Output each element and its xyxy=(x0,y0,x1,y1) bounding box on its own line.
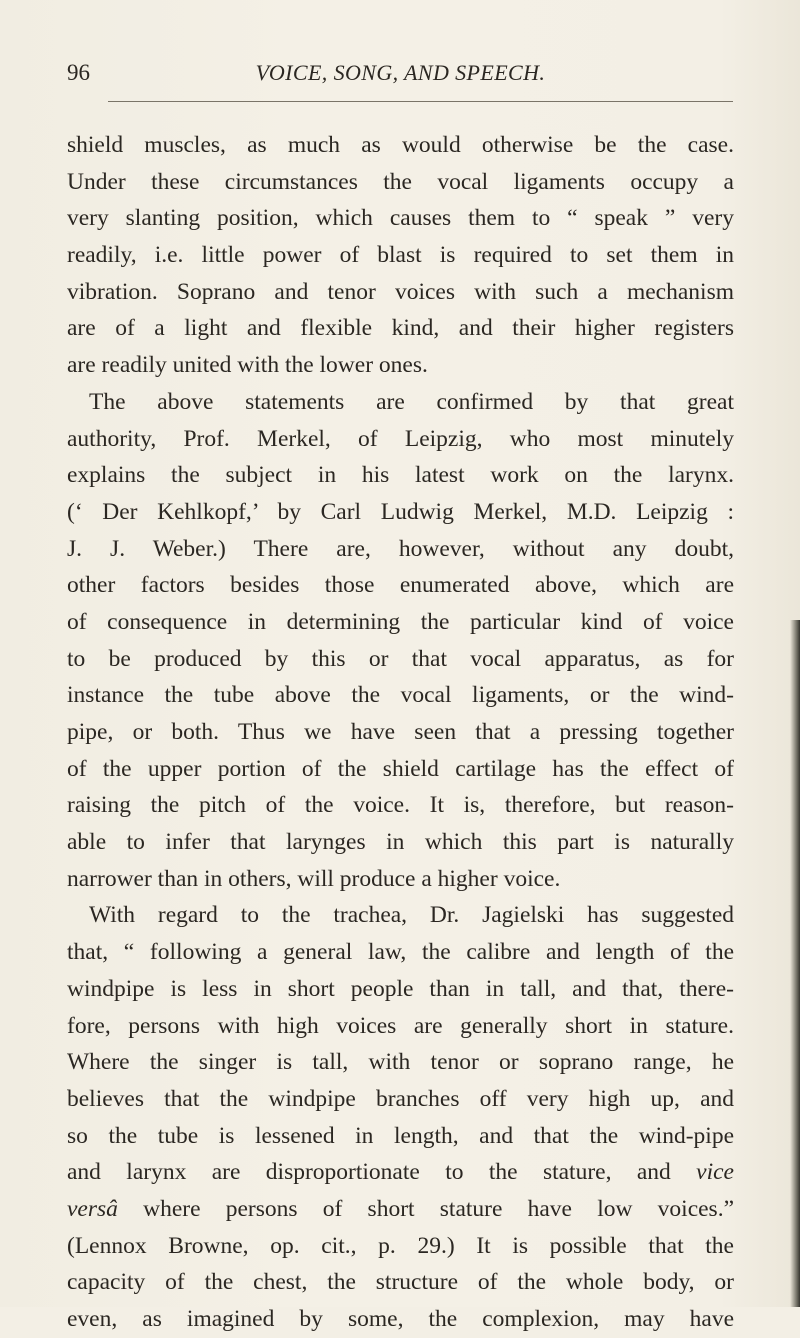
text-line xyxy=(67,677,734,714)
line-text: shield muscles, as much as would otherwise be the case. xyxy=(67,132,734,158)
line-text: are readily united with the lower ones. xyxy=(67,352,428,379)
line-text: authority, Prof. Merkel, of Leipzig, who most minutely xyxy=(67,425,734,452)
line-text: so the tube is lessened in length, and that the wind-pipe xyxy=(67,1122,734,1149)
line-text: raising the pitch of the voice. It is, therefore, but reason- xyxy=(67,792,734,819)
line-text: instance the tube above the vocal ligaments, or the wind- xyxy=(67,682,734,709)
text-line xyxy=(67,384,734,421)
text-line xyxy=(67,274,734,311)
line-text: fore, persons with high voices are generally short in stature. xyxy=(67,1012,734,1039)
line-text: of the upper portion of the shield cartilage has the effect of xyxy=(67,755,734,782)
line-text: The above statements are confirmed by that great xyxy=(89,388,734,415)
line-text: With regard to the trachea, Dr. Jagielski has suggested xyxy=(89,902,734,929)
text-line xyxy=(67,897,734,934)
text-line xyxy=(67,1118,734,1155)
line-text: very slanting position, which causes them to “ speak ” very xyxy=(67,205,734,232)
text-line xyxy=(67,1044,734,1081)
text-line xyxy=(67,421,734,458)
text-line xyxy=(67,934,734,971)
text-line xyxy=(67,1264,734,1301)
line-text: vibration. Soprano and tenor voices with such a mechanism xyxy=(67,278,734,305)
line-text: and larynx are disproportionate to the stature, and xyxy=(67,1159,671,1186)
text-line xyxy=(67,824,734,861)
text-line xyxy=(67,787,734,824)
line-text: where persons of short stature have low voices.” xyxy=(143,1195,734,1222)
line-text: that, “ following a general law, the calibre and length of the xyxy=(67,939,734,966)
running-head: VOICE, SONG, AND SPEECH. xyxy=(255,60,546,85)
line-text: capacity of the chest, the structure of the whole body, or xyxy=(67,1269,734,1296)
line-text: readily, i.e. little power of blast is required to set them in xyxy=(67,242,734,269)
line-text: are of a light and flexible kind, and their higher registers xyxy=(67,315,734,342)
line-text: narrower than in others, will produce a higher voice. xyxy=(67,865,561,892)
line-text: of consequence in determining the particular kind of voice xyxy=(67,608,734,635)
text-line xyxy=(67,1008,734,1045)
text-line xyxy=(67,714,734,751)
line-text: (Lennox Browne, op. cit., p. 29.) It is possible that the xyxy=(67,1232,734,1259)
text-line xyxy=(67,604,734,641)
line-text: to be produced by this or that vocal apparatus, as for xyxy=(67,645,734,672)
body-text xyxy=(67,127,734,1338)
text-line xyxy=(67,310,734,347)
line-text: J. J. Weber.) There are, however, without any doubt, xyxy=(67,535,734,562)
text-line xyxy=(67,127,734,164)
page-number: 96 xyxy=(67,60,90,85)
text-line xyxy=(67,641,734,678)
text-line xyxy=(67,1191,734,1228)
text-line xyxy=(67,971,734,1008)
text-line xyxy=(67,164,734,201)
line-text: windpipe is less in short people than in tall, and that, there- xyxy=(67,975,734,1002)
italic-word: vice xyxy=(696,1159,734,1186)
text-line xyxy=(67,237,734,274)
text-line xyxy=(67,1081,734,1118)
page-edge-shadow xyxy=(790,620,800,1307)
line-text: able to infer that larynges in which this part is naturally xyxy=(67,829,734,856)
text-line xyxy=(67,751,734,788)
page-header xyxy=(67,58,734,92)
line-text: believes that the windpipe branches off very high up, and xyxy=(67,1085,734,1112)
text-line xyxy=(67,567,734,604)
line-text: (‘ Der Kehlkopf,’ by Carl Ludwig Merkel, M.D. Leipzig : xyxy=(67,498,734,525)
text-line xyxy=(67,457,734,494)
text-line xyxy=(67,1228,734,1265)
text-line xyxy=(67,347,734,384)
text-line xyxy=(67,531,734,568)
text-line xyxy=(67,200,734,237)
text-line xyxy=(67,494,734,531)
line-text: explains the subject in his latest work on the larynx. xyxy=(67,462,734,489)
line-text: other factors besides those enumerated above, which are xyxy=(67,572,734,599)
text-line xyxy=(67,1154,734,1191)
line-text: Where the singer is tall, with tenor or soprano range, he xyxy=(67,1049,734,1076)
header-rule xyxy=(108,101,733,102)
line-text: even, as imagined by some, the complexion, may have xyxy=(67,1306,734,1332)
line-text: pipe, or both. Thus we have seen that a pressing together xyxy=(67,719,734,745)
line-text: Under these circumstances the vocal ligaments occupy a xyxy=(67,168,734,195)
italic-word: versâ xyxy=(67,1195,118,1222)
text-line xyxy=(67,861,734,898)
